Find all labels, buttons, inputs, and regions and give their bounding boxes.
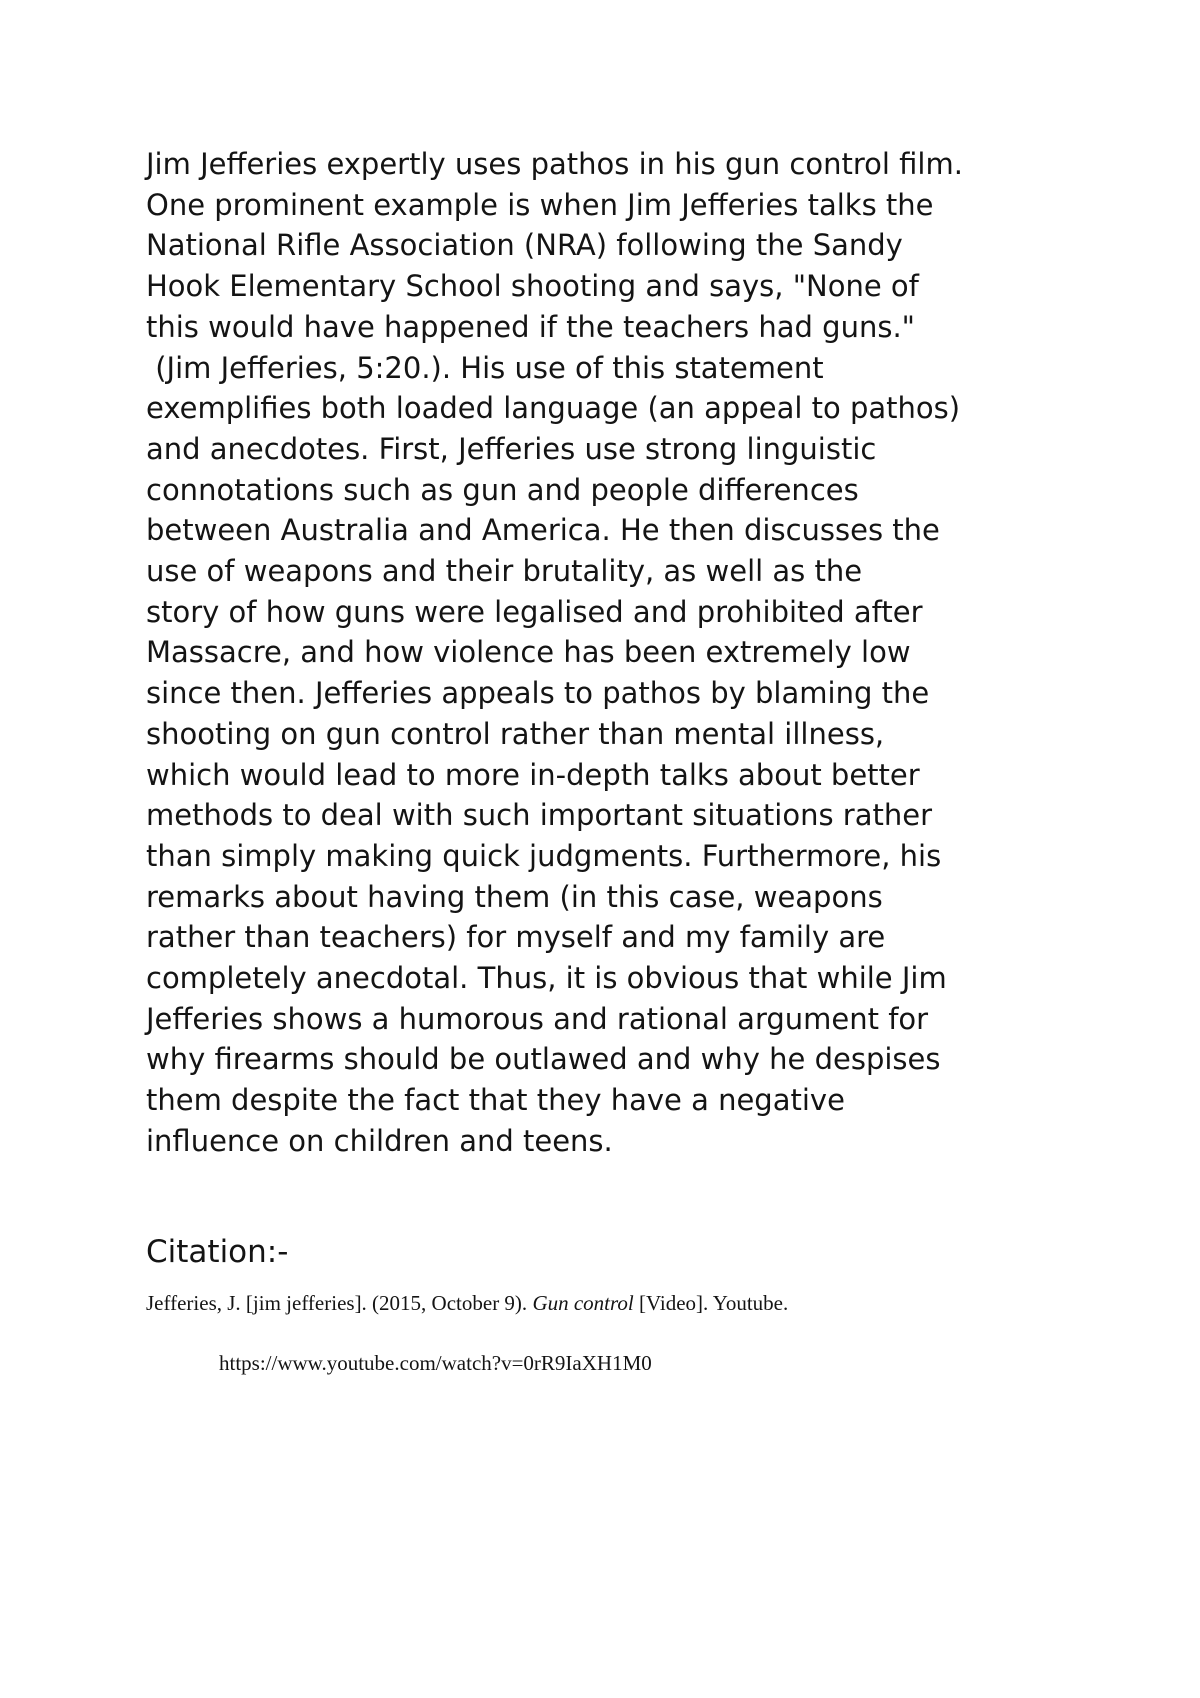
- essay-line: rather than teachers) for myself and my family are: [146, 920, 886, 955]
- essay-line: and anecdotes. First, Jefferies use strong linguistic: [146, 431, 877, 466]
- essay-line: One prominent example is when Jim Jefferies talks the: [146, 187, 934, 222]
- essay-line: shooting on gun control rather than mental illness,: [146, 716, 885, 751]
- essay-line: use of weapons and their brutality, as well as the: [146, 554, 863, 589]
- essay-line: them despite the fact that they have a negative: [146, 1083, 845, 1118]
- essay-line: which would lead to more in-depth talks about better: [146, 757, 920, 792]
- citation-reference: [146, 1288, 788, 1318]
- essay-line: Jefferies shows a humorous and rational argument for: [146, 1001, 929, 1036]
- reference-suffix: [Video]. Youtube.: [633, 1291, 789, 1315]
- citation-heading: Citation:-: [146, 1234, 289, 1270]
- reference-title: Gun control: [532, 1291, 634, 1315]
- reference-prefix: Jefferies, J. [jim jefferies]. (2015, October 9).: [146, 1291, 533, 1315]
- essay-line: completely anecdotal. Thus, it is obvious that while Jim: [146, 961, 947, 996]
- essay-line: since then. Jefferies appeals to pathos by blaming the: [146, 676, 930, 711]
- citation-url[interactable]: https://www.youtube.com/watch?v=0rR9IaXH1M0: [219, 1351, 652, 1375]
- essay-line: influence on children and teens.: [146, 1123, 613, 1158]
- essay-line: why firearms should be outlawed and why he despises: [146, 1042, 941, 1077]
- essay-paragraph: [146, 144, 1086, 1162]
- essay-line: Jim Jefferies expertly uses pathos in his gun control film.: [146, 147, 963, 181]
- essay-line: National Rifle Association (NRA) following the Sandy: [146, 228, 903, 263]
- essay-line: than simply making quick judgments. Furthermore, his: [146, 838, 942, 873]
- essay-line: Massacre, and how violence has been extremely low: [146, 635, 911, 670]
- essay-line: connotations such as gun and people differences: [146, 472, 859, 507]
- essay-line: methods to deal with such important situations rather: [146, 798, 932, 833]
- essay-line: this would have happened if the teachers had guns.": [146, 309, 915, 344]
- essay-line: exemplifies both loaded language (an appeal to pathos): [146, 391, 961, 426]
- essay-line: between Australia and America. He then discusses the: [146, 513, 940, 548]
- essay-line: remarks about having them (in this case, weapons: [146, 879, 883, 914]
- essay-line: story of how guns were legalised and prohibited after: [146, 594, 923, 629]
- essay-line: Hook Elementary School shooting and says, "None of: [146, 269, 919, 304]
- essay-line: (Jim Jefferies, 5:20.). His use of this statement: [146, 350, 824, 385]
